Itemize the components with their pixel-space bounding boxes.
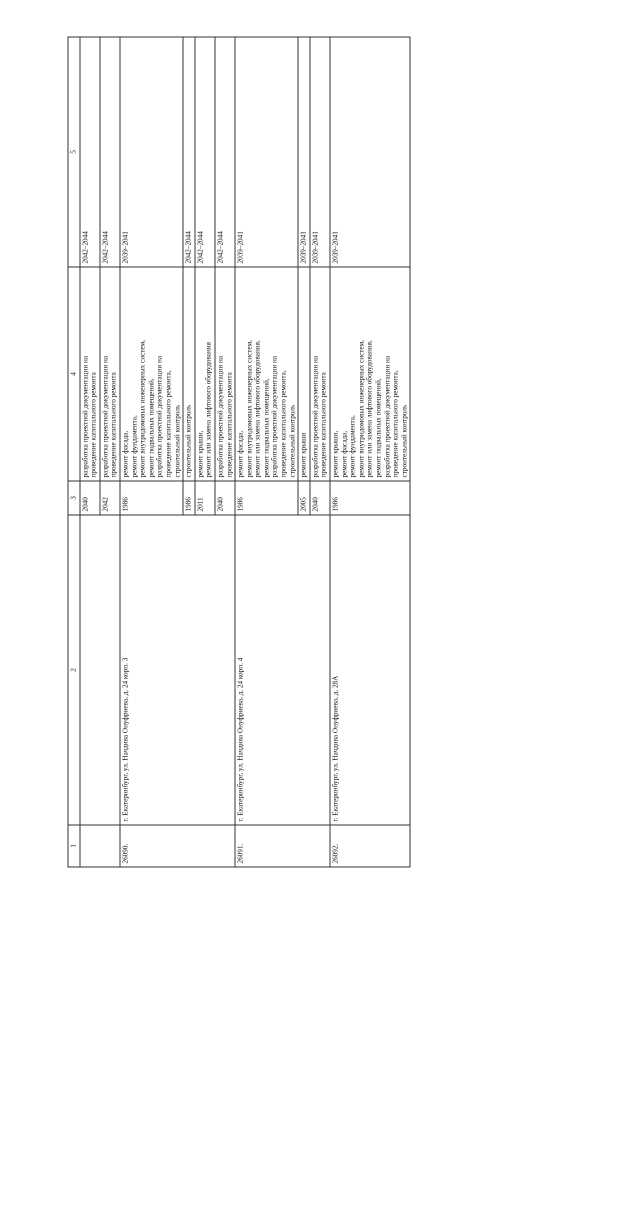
work-item: разработка проектной документации на xyxy=(270,355,279,478)
period-cell: 2042–2044 xyxy=(80,37,100,267)
works-cell xyxy=(298,267,310,481)
work-item: ремонт крыши xyxy=(299,432,308,478)
period-cell: 2042–2044 xyxy=(195,37,215,267)
work-item: строительный контроль xyxy=(400,404,409,478)
work-item: разработка проектной документации на xyxy=(311,355,320,478)
row-number-cell: 26090. xyxy=(120,825,235,867)
work-item: ремонт фасада, xyxy=(121,430,130,478)
works-cell xyxy=(183,267,195,481)
work-item: разработка проектной документации на xyxy=(216,355,225,478)
work-item: проведение капитального ремонта xyxy=(225,372,233,478)
column-header: 3 xyxy=(68,481,80,515)
works-cell xyxy=(215,267,235,481)
table-body xyxy=(80,37,411,867)
year-cell: 1986 xyxy=(120,481,183,515)
work-item: ремонт внутридомовых инженерных систем, xyxy=(357,340,366,478)
work-item: ремонт крыши, xyxy=(331,430,340,478)
column-header: 2 xyxy=(68,515,80,825)
work-item: проведение капитального ремонта, xyxy=(164,370,173,478)
work-item: ремонт или замена лифтового оборудования, xyxy=(253,340,262,478)
work-item: ремонт или замена лифтового оборудования xyxy=(204,342,213,478)
period-cell: 2039–2041 xyxy=(235,37,298,267)
works-cell xyxy=(80,267,100,481)
work-item: строительный контроль xyxy=(184,404,193,478)
address-cell xyxy=(80,515,120,825)
column-header: 5 xyxy=(68,37,80,267)
year-cell: 2040 xyxy=(215,481,235,515)
table-row xyxy=(80,37,100,867)
work-item: проведение капитального ремонта, xyxy=(279,370,288,478)
year-cell: 2042 xyxy=(100,481,120,515)
work-item: ремонт подвальных помещений, xyxy=(147,378,156,478)
document-sheet xyxy=(68,38,543,868)
works-cell xyxy=(310,267,330,481)
work-item: разработка проектной документации на xyxy=(81,355,90,478)
column-number-row xyxy=(68,37,80,867)
work-item: ремонт фундамента, xyxy=(130,415,139,478)
works-cell xyxy=(235,267,298,481)
period-cell: 2042–2044 xyxy=(100,37,120,267)
period-cell: 2039–2041 xyxy=(330,37,410,267)
year-cell: 1986 xyxy=(330,481,410,515)
work-item: ремонт крыши, xyxy=(196,430,205,478)
work-item: ремонт подвальных помещений, xyxy=(262,378,271,478)
row-number-cell: 26092. xyxy=(330,825,410,867)
repair-schedule-table xyxy=(68,37,411,868)
row-number-cell xyxy=(80,825,120,867)
work-item: ремонт фасада, xyxy=(236,430,245,478)
period-cell: 2042–2044 xyxy=(215,37,235,267)
work-item: ремонт фасада, xyxy=(340,430,349,478)
work-item: ремонт или замена лифтового оборудования, xyxy=(365,340,374,478)
work-item: проведение капитального ремонта xyxy=(89,372,98,478)
work-item: ремонт внутридомовых инженерных систем, xyxy=(138,340,147,478)
period-cell: 2042–2044 xyxy=(183,37,195,267)
work-item: ремонт фундамента, xyxy=(348,415,357,478)
year-cell: 2005 xyxy=(298,481,310,515)
address-cell: г. Екатеринбург, ул. Начдива Онуфриева, д. 24 корп. 4 xyxy=(235,515,330,825)
table-row xyxy=(235,37,298,867)
work-item: проведение капитального ремонта xyxy=(319,372,328,478)
period-cell: 2039–2041 xyxy=(120,37,183,267)
work-item: строительный контроль xyxy=(288,404,297,478)
work-item: разработка проектной документации на xyxy=(101,355,110,478)
year-cell: 1986 xyxy=(183,481,195,515)
period-cell: 2039–2041 xyxy=(298,37,310,267)
work-item: строительный контроль xyxy=(173,404,182,478)
table-row xyxy=(120,37,183,867)
work-item: проведение капитального ремонта, xyxy=(391,370,400,478)
work-item: разработка проектной документации на xyxy=(383,355,392,478)
address-cell: г. Екатеринбург, ул. Начдива Онуфриева, д. 24 корп. 3 xyxy=(120,515,235,825)
column-header: 1 xyxy=(68,825,80,867)
work-item: ремонт внутридомовых инженерных систем, xyxy=(245,340,254,478)
period-cell: 2039–2041 xyxy=(310,37,330,267)
works-cell xyxy=(120,267,183,481)
work-item: проведение капитального ремонта xyxy=(109,372,118,478)
work-item: ремонт подвальных помещений, xyxy=(374,378,383,478)
year-cell: 1986 xyxy=(235,481,298,515)
works-cell xyxy=(100,267,120,481)
row-number-cell: 26091. xyxy=(235,825,330,867)
year-cell: 2040 xyxy=(310,481,330,515)
year-cell: 2040 xyxy=(80,481,100,515)
table-row xyxy=(330,37,410,867)
address-cell: г. Екатеринбург, ул. Начдива Онуфриева, д. 28А xyxy=(330,515,410,825)
work-item: разработка проектной документации на xyxy=(155,355,164,478)
column-header: 4 xyxy=(68,267,80,481)
year-cell: 2011 xyxy=(195,481,215,515)
works-cell xyxy=(195,267,215,481)
works-cell xyxy=(330,267,410,481)
